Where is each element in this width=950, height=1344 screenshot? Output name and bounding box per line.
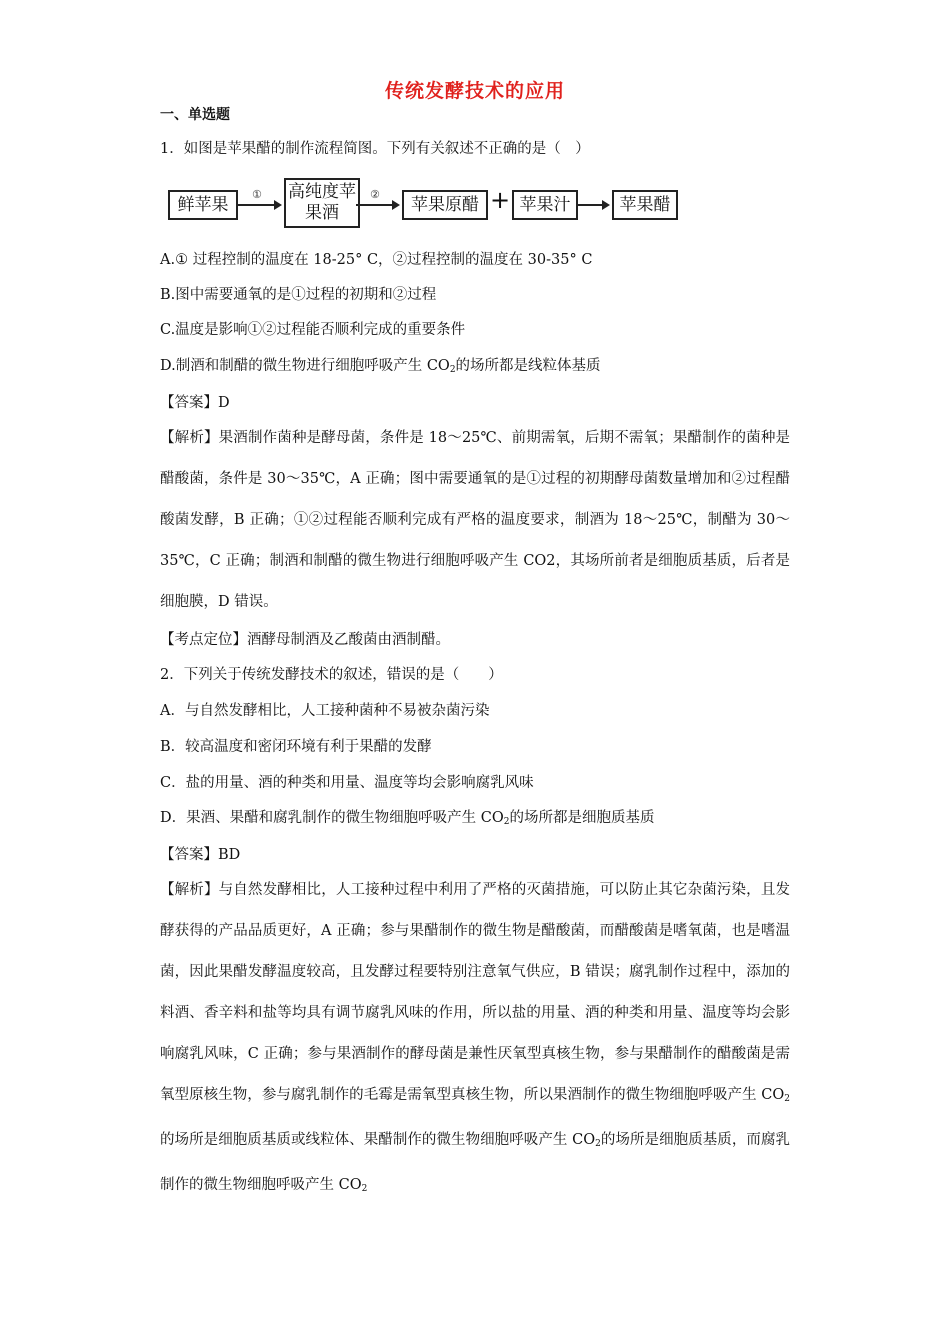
flow-arrow-2 [356,204,398,206]
question-2-option-d: D．果酒、果醋和腐乳制作的微生物细胞呼吸产生 $CO_2$的场所都是细胞质基质 [160,810,655,827]
flow-step-fresh-apple: 鲜苹果 [168,190,238,220]
process-flow-diagram [168,178,688,224]
question-1-option-b: B.图中需要通氧的是①过程的初期和②过程 [160,287,437,303]
question-1-analysis: 【解析】果酒制作菌种是酵母菌，条件是 18～25℃、前期需氧，后期不需氧；果醋制作的菌种是醋酸菌，条件是 30～35℃，A 正确；图中需要通氧的是①过程的初期酵母菌数量增加和②过程醋酸菌发酵，B 正确；①②过程能否顺利完成有严格的温度要求，制酒为 18～25℃，制醋为 30～35℃，C 正确；制酒和制醋的微生物进行细胞呼吸产生 CO2，其场所前者是细胞质基质，后者是细胞膜，D 错误。 [160,430,790,610]
section-heading: 一、单选题 [160,107,230,123]
flow-plus: + [490,186,511,214]
question-1-stem: 1．如图是苹果醋的制作流程简图。下列有关叙述不正确的是（ ） [160,141,590,157]
flow-arrow-3 [578,204,608,206]
question-2-option-c: C．盐的用量、酒的种类和用量、温度等均会影响腐乳风味 [160,775,534,791]
flow-step-apple-vinegar: 苹果醋 [612,190,678,220]
flow-label-1: ① [252,188,262,201]
question-1-answer: 【答案】D [160,395,230,411]
question-1-keypoint: 【考点定位】酒酵母制酒及乙酸菌由酒制醋。 [160,632,450,648]
document-title: 传统发酵技术的应用 [384,80,565,102]
question-2-option-b: B．较高温度和密闭环境有利于果醋的发酵 [160,739,432,755]
question-2-analysis: 【解析】与自然发酵相比，人工接种过程中利用了严格的灭菌措施，可以防止其它杂菌污染，且发酵获得的产品品质更好，A 正确；参与果醋制作的微生物是醋酸菌，而醋酸菌是嗜氧菌，也是嗜温菌，因此果醋发酵温度较高，且发酵过程要特别注意氧气供应，B 错误；腐乳制作过程中，添加的料酒、香辛料和盐等均具有调节腐乳风味的作用，所以盐的用量、酒的种类和用量、温度等均会影响腐乳风味，C 正确；参与果酒制作的酵母菌是兼性厌氧型真核生物，参与果醋制作的醋酸菌是需氧型原核生物，参与腐乳制作的毛霉是需氧型真核生物，所以果酒制作的微生物细胞呼吸产生 $CO_2$的场所是细胞质基质或线粒体、果醋制作的微生物细胞呼吸产生 $CO_2$的场所是细胞质基质，而腐乳制作的微生物细胞呼吸产生 $CO_2$ [160,882,790,1194]
question-1-option-a: A.① 过程控制的温度在 18-25° C，②过程控制的温度在 30-35° C [160,252,593,268]
flow-step-raw-vinegar: 苹果原醋 [402,190,488,220]
question-2-option-a: A．与自然发酵相比，人工接种菌种不易被杂菌污染 [160,703,490,719]
flow-step-apple-wine: 高纯度苹果酒 [284,178,360,228]
question-1-option-c: C.温度是影响①②过程能否顺利完成的重要条件 [160,322,466,338]
question-2-answer: 【答案】BD [160,847,241,863]
flow-label-2: ② [370,188,380,201]
flow-arrow-1 [238,204,280,206]
flow-step-apple-juice: 苹果汁 [512,190,578,220]
question-1-option-d: D.制酒和制醋的微生物进行细胞呼吸产生 $CO_2$的场所都是线粒体基质 [160,358,601,375]
question-2-stem: 2．下列关于传统发酵技术的叙述，错误的是（ ） [160,667,503,683]
